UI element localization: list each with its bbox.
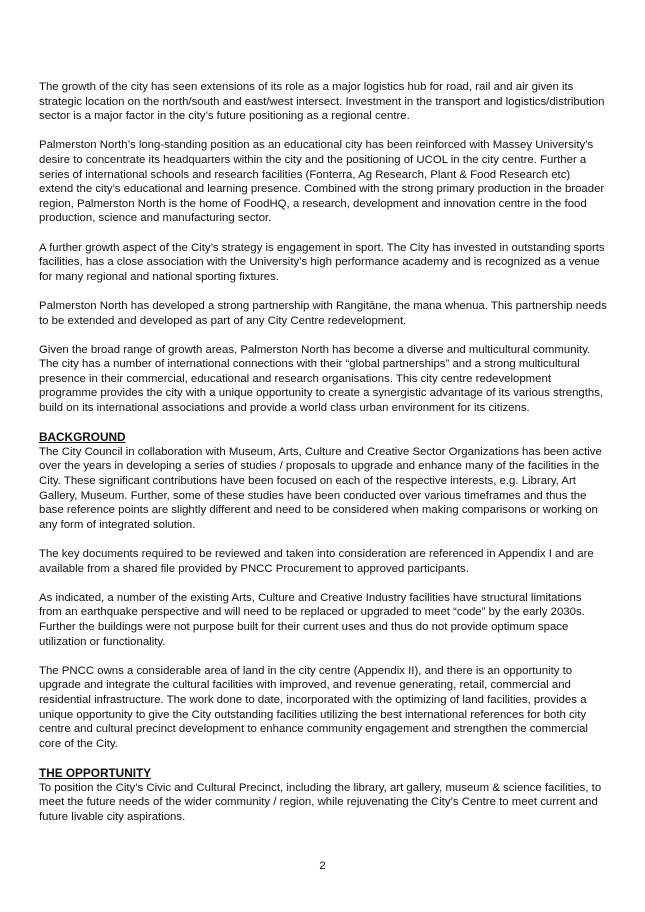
intro-paragraph-1: The growth of the city has seen extensions of its role as a major logistics hub for road, rail and air given its strategic location on the north/south and east/west intersect. Investment in the transport and logistics/distribution sector is a major factor in the city’s future positioning as a regional centre. bbox=[39, 81, 605, 123]
background-paragraph-4: The PNCC owns a considerable area of land in the city centre (Appendix II), and there is an opportunity to upgrade and integrate the cultural facilities with improved, and revenue generating, retail, commercial and residential infrastructure. The work done to date, incorporated with the optimizing of land facilities, provides a unique opportunity to give the City outstanding facilities utilizing the best international references for both city centre and cultural precinct development to enhance community engagement and strengthen the commercial core of the City. bbox=[39, 664, 588, 750]
background-heading: BACKGROUND bbox=[39, 430, 126, 445]
opportunity-paragraph-1: To position the City’s Civic and Cultural Precinct, including the library, art gallery, museum & science facilities, to meet the future needs of the wider community / region, while rejuvenating the City’s Centre to meet current and future livable city aspirations. bbox=[39, 781, 602, 823]
background-paragraph-1: The City Council in collaboration with Museum, Arts, Culture and Creative Sector Organizations has been active over the years in developing a series of studies / proposals to upgrade and enhance many of the facilities in the City. These significant contributions have been focused on each of the respective interests, e.g. Library, Art Gallery, Museum. Further, some of these studies have been conducted over various timeframes and thus the base reference points are slightly different and need to be considered when making comparisons or working on any form of integrated solution. bbox=[39, 445, 602, 531]
intro-paragraph-3: A further growth aspect of the City’s strategy is engagement in sport. The City has invested in outstanding sports facilities, has a close association with the University’s high performance academy and is recognized as a venue for many regional and national sporting fixtures. bbox=[39, 241, 605, 283]
background-paragraph-2: The key documents required to be reviewed and taken into consideration are referenced in Appendix I and are available from a shared file provided by PNCC Procurement to approved participants. bbox=[39, 548, 594, 575]
page-number: 2 bbox=[319, 860, 326, 872]
intro-paragraph-5: Given the broad range of growth areas, Palmerston North has become a diverse and multicultural community. The city has a number of international connections with their “global partnerships” and a strong multicultural presence in their commercial, educational and research organisations. This city centre redevelopment programme provides the city with a unique opportunity to create a synergistic advantage of its various strengths, build on its international associations and provide a world class urban environment for its citizens. bbox=[39, 343, 604, 415]
background-paragraph-3: As indicated, a number of the existing Arts, Culture and Creative Industry facilities have structural limitations from an earthquake perspective and will need to be replaced or upgraded to meet “code” by the early 2030s. Further the buildings were not purpose built for their current uses and thus do not provide optimum space utilization or functionality. bbox=[39, 591, 585, 648]
intro-paragraph-4: Palmerston North has developed a strong partnership with Rangitāne, the mana whenua. This partnership needs to be extended and developed as part of any City Centre redevelopment. bbox=[39, 299, 607, 327]
opportunity-heading: THE OPPORTUNITY bbox=[39, 765, 152, 780]
document-page bbox=[39, 80, 607, 824]
intro-paragraph-2: Palmerston North’s long-standing position as an educational city has been reinforced with Massey University’s desire to concentrate its headquarters within the city and the positioning of UCOL in the city centre. Further a series of international schools and research facilities (Fonterra, Ag Research, Plant & Food Research etc) extend the city’s educational and learning presence. Combined with the strong primary production in the broader region, Palmerston North is the home of FoodHQ, a research, development and innovation centre in the food production, science and manufacturing sector. bbox=[39, 139, 605, 225]
